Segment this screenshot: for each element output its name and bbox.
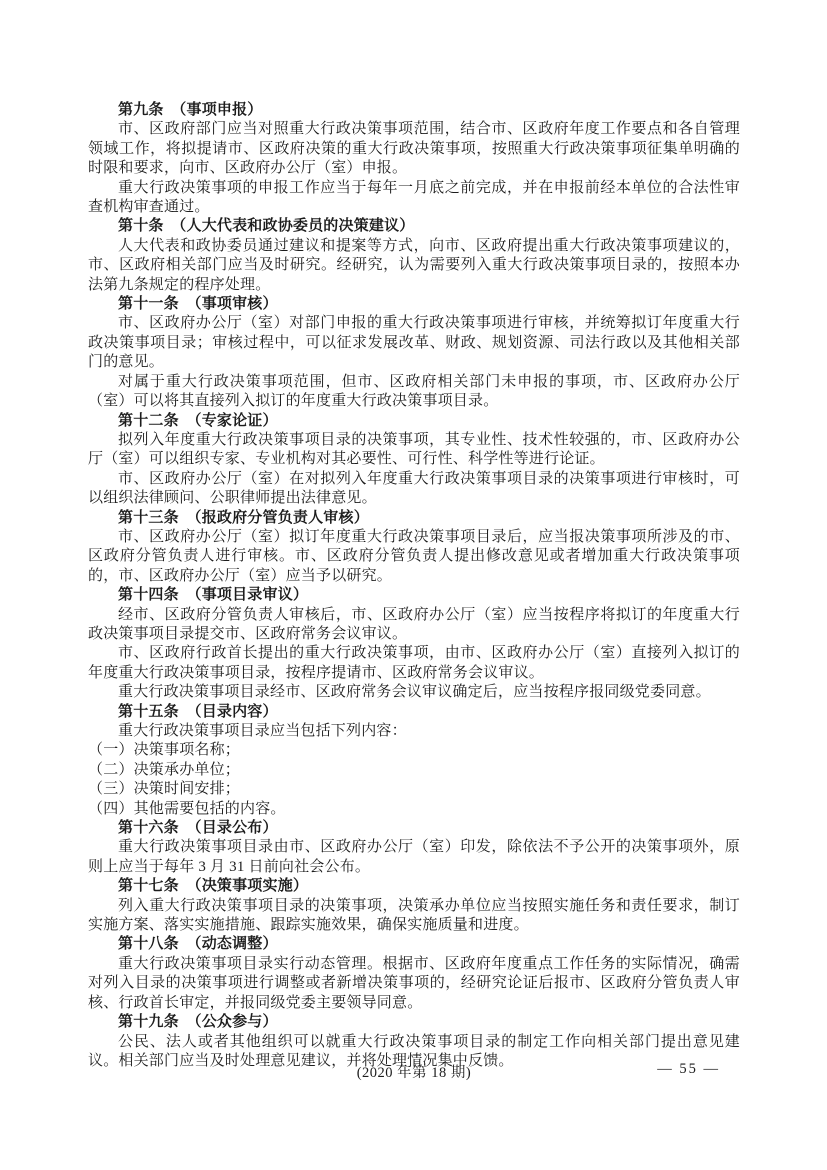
article-paragraph: 市、区政府办公厅（室）对部门申报的重大行政决策事项进行审核，并统筹拟订年度重大行政决策事项目录；审核过程中，可以征求发展改革、财政、规划资源、司法行政以及其他相关部门的意见。	[88, 315, 740, 371]
article-paragraph: 重大行政决策事项的申报工作应当于每年一月底之前完成，并在申报前经本单位的合法性审查机构审查通过。	[88, 179, 740, 216]
article-paragraph: 拟列入年度重大行政决策事项目录的决策事项，其专业性、技术性较强的，市、区政府办公厅（室）可以组织专家、专业机构对其必要性、可行性、科学性等进行论证。	[88, 431, 740, 468]
page-number: — 55 —	[657, 1061, 720, 1077]
article-heading: 第十九条 （公众参与）	[118, 1014, 278, 1031]
article-paragraph: 重大行政决策事项目录由市、区政府办公厅（室）印发，除依法不予公开的决策事项外，原则上应当于每年 3 月 31 日前向社会公布。	[88, 839, 740, 875]
article-paragraph: 对属于重大行政决策事项范围，但市、区政府相关部门未申报的事项，市、区政府办公厅（室）可以将其直接列入拟订的年度重大行政决策事项目录。	[88, 373, 740, 410]
article-heading: 第十四条 （事项目录审议）	[118, 587, 309, 604]
article-paragraph: 重大行政决策事项目录实行动态管理。根据市、区政府年度重点工作任务的实际情况，确需对列入目录的决策事项进行调整或者新增决策事项的，经研究论证后报市、区政府分管负责人审核、行政首长审定，并报同级党委主要领导同意。	[88, 955, 740, 1011]
article-paragraph: 重大行政决策事项目录经市、区政府常务会议审议确定后，应当按程序报同级党委同意。	[118, 684, 711, 701]
article-heading: 第十条 （人大代表和政协委员的决策建议）	[118, 218, 415, 235]
article-paragraph: 经市、区政府分管负责人审核后，市、区政府办公厅（室）应当按程序将拟订的年度重大行政决策事项目录提交市、区政府常务会议审议。	[88, 606, 740, 642]
article-paragraph: 重大行政决策事项目录应当包括下列内容：	[118, 723, 407, 739]
article-paragraph: 市、区政府行政首长提出的重大行政决策事项，由市、区政府办公厅（室）直接列入拟订的年度重大行政决策事项目录，按程序提请市、区政府常务会议审议。	[88, 645, 740, 681]
article-heading: 第十六条 （目录公布）	[118, 820, 278, 837]
article-paragraph: 市、区政府办公厅（室）拟订年度重大行政决策事项目录后，应当报决策事项所涉及的市、区政府分管负责人进行审核。市、区政府分管负责人提出修改意见或者增加重大行政决策事项的，市、区政府办公厅（室）应当予以研究。	[88, 528, 740, 584]
article-paragraph: 列入重大行政决策事项目录的决策事项，决策承办单位应当按照实施任务和责任要求，制订实施方案、落实实施措施、跟踪实施效果，确保实施质量和进度。	[88, 897, 740, 934]
catalog-item: （一）决策事项名称；	[88, 742, 241, 759]
article-paragraph: 公民、法人或者其他组织可以就重大行政决策事项目录的制定工作向相关部门提出意见建议。相关部门应当及时处理意见建议，并将处理情况集中反馈。	[88, 1033, 740, 1069]
catalog-item: （四）其他需要包括的内容。	[88, 800, 286, 817]
article-heading: 第十七条 （决策事项实施）	[118, 878, 309, 895]
article-paragraph: 市、区政府办公厅（室）在对拟列入年度重大行政决策事项目录的决策事项进行审核时，可以组织法律顾问、公职律师提出法律意见。	[88, 470, 740, 507]
article-paragraph: 市、区政府部门应当对照重大行政决策事项范围，结合市、区政府年度工作要点和各自管理领域工作，将拟提请市、区政府决策的重大行政决策事项，按照重大行政决策事项征集单明确的时限和要求，向市、区政府办公厅（室）申报。	[88, 121, 740, 177]
article-heading: 第十一条 （事项审核）	[118, 296, 278, 313]
article-heading: 第十八条 （动态调整）	[118, 936, 278, 953]
article-heading: 第十三条 （报政府分管负责人审核）	[118, 509, 369, 526]
catalog-item: （三）决策时间安排；	[88, 781, 241, 798]
article-heading: 第九条 （事项申报）	[118, 102, 263, 118]
catalog-item: （二）决策承办单位；	[88, 761, 241, 778]
journal-issue: (2020 年第 18 期)	[356, 1065, 472, 1081]
article-paragraph: 人大代表和政协委员通过建议和提案等方式，向市、区政府提出重大行政决策事项建议的，市、区政府相关部门应当及时研究。经研究，认为需要列入重大行政决策事项目录的，按照本办法第九条规定的程序处理。	[88, 237, 740, 293]
document-body	[88, 101, 740, 1071]
page-footer	[88, 1061, 740, 1083]
article-heading: 第十五条 （目录内容）	[118, 703, 278, 720]
article-heading: 第十二条 （专家论证）	[118, 412, 278, 429]
